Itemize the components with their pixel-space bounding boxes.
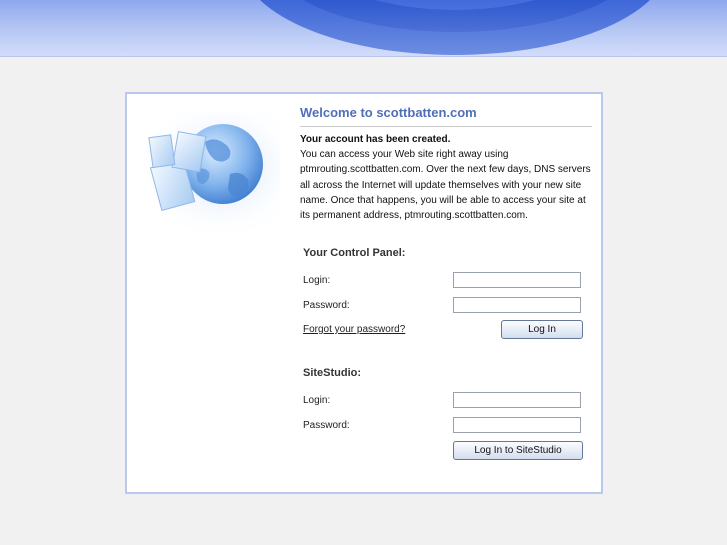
sitestudio-login-button[interactable]: Log In to SiteStudio [453, 441, 583, 460]
control-panel-title: Your Control Panel: [303, 247, 406, 259]
cp-login-label: Login: [303, 275, 331, 286]
welcome-panel [125, 92, 603, 494]
forgot-password-link[interactable]: Forgot your password? [303, 324, 406, 335]
cp-password-input[interactable] [453, 297, 581, 313]
banner-artwork [0, 0, 727, 56]
intro-message [300, 132, 592, 223]
cp-login-input[interactable] [453, 272, 581, 288]
title-divider [300, 126, 592, 127]
sitestudio-title: SiteStudio: [303, 367, 362, 379]
intro-heading: Your account has been created. [300, 134, 451, 145]
intro-body: You can access your Web site right away using ptmrouting.scottbatten.com. Over the next few days, DNS servers all across the Internet will update themselves with your new site name. Once that happens, you will be able to access your site at its permanent address, ptmrouting.scottbatten.com. [300, 149, 591, 222]
cp-password-label: Password: [303, 300, 350, 311]
cp-login-button[interactable]: Log In [501, 320, 583, 339]
header-banner [0, 0, 727, 57]
ss-login-label: Login: [303, 395, 331, 406]
ss-login-input[interactable] [453, 392, 581, 408]
ss-password-label: Password: [303, 420, 350, 431]
ss-password-input[interactable] [453, 417, 581, 433]
globe-documents-icon [135, 112, 280, 237]
page-title: Welcome to scottbatten.com [300, 105, 477, 120]
